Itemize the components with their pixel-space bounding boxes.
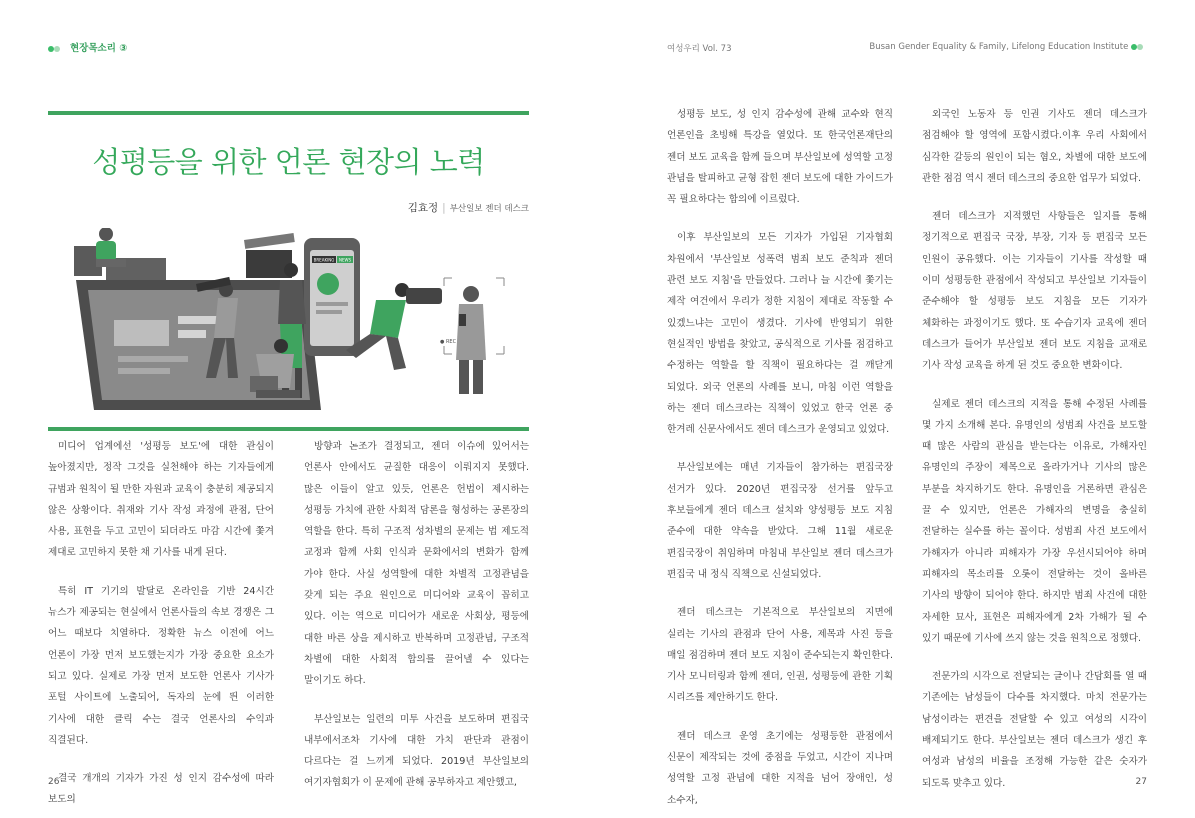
- paragraph: 부산일보에는 매년 기자들이 참가하는 편집국장 선거가 있다. 2020년 편집국장 선거를 앞두고 후보들에게 젠더 데스크 설치와 양성평등 보도 지침 준수에 대한 약속을 받았다. 그해 11월 새로운 편집국장이 취임하며 마침내 부산일보 젠더 데스크가 편집국 내 정식 직책으로 신설되었다.: [667, 462, 893, 580]
- issue-label: 여성우리 Vol. 73: [667, 44, 732, 54]
- column-2: [304, 436, 529, 794]
- column-4: [922, 104, 1147, 794]
- paragraph: 방향과 논조가 결정되고, 젠더 이슈에 있어서는 언론사 안에서도 균질한 대응이 이뤄지지 못했다. 많은 이들이 알고 있듯, 언론은 헌법이 제시하는 성평등 가치에 관한 사회적 담론을 형성하는 공론장의 역할을 한다. 특히 구조적 성차별의 문제는 법 제도적 교정과 함께 사회 인식과 문화에서의 변화가 함께 가야 한다. 사실 성역할에 대한 차별적 고정관념을 갖게 되는 주요 원인으로 미디어와 교육이 꼽히고 있다. 이는 역으로 미디어가 새로운 사회상, 평등에 대한 바른 상을 제시하고 반복하며 고정관념, 구조적 차별에 대한 사회적 합의를 끌어낼 수 있다는 말이기도 하다.: [304, 441, 529, 687]
- breaking-badge: BREAKING: [313, 257, 335, 263]
- section-label: [48, 40, 127, 54]
- newsroom-illustration: [66, 228, 526, 412]
- institute-header: [869, 42, 1147, 52]
- header-dots-icon: [1131, 43, 1147, 51]
- paragraph: 젠더 데스크가 지적했던 사항들은 일지를 통해 정기적으로 편집국 국장, 부장, 기자 등 편집국 모든 인원이 공유했다. 이는 기자들이 기사를 작성할 때 이미 성평등한 관점에서 작성되고 부산일보 기자들이 준수해야 할 성평등 보도 지침을 모든 기자가 체화하는 과정이기도 했다. 또 수습기자 교육에 젠더 데스크가 들어가 부산일보 젠더 보도 지침을 교재로 기사 작성 교육을 하게 된 것도 중요한 변화이다.: [922, 211, 1147, 372]
- page-number-right: 27: [1135, 777, 1147, 787]
- paragraph: 전문가의 시각으로 전달되는 글이나 간담회를 열 때 기존에는 남성들이 다수를 차지했다. 마치 전문가는 남성이라는 편견을 전달할 수 있고 여성의 시각이 배제되기도 한다. 부산일보는 젠더 데스크가 생긴 후 여성과 남성의 비율을 조정해 가능한 같은 숫자가 되도록 맞추고 있다.: [922, 671, 1147, 789]
- title-top-rule: [48, 111, 529, 115]
- author-role: 부산일보 젠더 데스크: [449, 204, 529, 214]
- paragraph: 미디어 업계에선 '성평등 보도'에 대한 관심이 높아졌지만, 정작 그것을 실천해야 하는 기자들에게 규범과 원칙이 될 만한 자원과 교육이 충분히 제공되지 않은 상황이다. 취재와 기사 작성 과정에 관점, 단어 사용, 표현을 두고 고민이 되더라도 마감 시간에 쫓겨 제대로 고민하지 못한 채 기사를 내게 된다.: [48, 441, 274, 559]
- paragraph: 실제로 젠더 데스크의 지적을 통해 수정된 사례를 몇 가지 소개해 본다. 유명인의 성범죄 사건을 보도할 때 많은 사람의 관심을 받는다는 이유로, 가해자인 유명인의 주장이 제목으로 올라가거나 기사의 많은 부분을 차지하기도 한다. 유명인을 거론하면 관심은 끌 수 있지만, 언론은 가해자의 변명을 충실히 전달하는 실수를 하는 꼴이다. 성범죄 사건 보도에서 가해자가 아니라 피해자가 가장 우선시되어야 하며 피해자의 목소리를 오롯이 전달하는 것이 올바른 기사의 방향이 되어야 한다. 하지만 범죄 사건에 대한 자세한 묘사, 표현은 피해자에게 2차 가해가 될 수 있기 때문에 기사에 쓰지 않는 것을 원칙으로 정했다.: [922, 398, 1147, 644]
- page-number-left: 26: [48, 777, 60, 787]
- paragraph: 부산일보는 일련의 미투 사건을 보도하며 편집국 내부에서조차 기사에 대한 가치 판단과 관점이 다르다는 걸 느끼게 되었다. 2019년 부산일보의 여기자협회가 이 문제에 관해 공부하자고 제안했고,: [304, 713, 529, 789]
- byline-separator: |: [442, 202, 446, 214]
- author-name: 김효정: [407, 202, 439, 214]
- right-page: [597, 0, 1195, 818]
- paragraph: 젠더 데스크 운영 초기에는 성평등한 관점에서 신문이 제작되는 것에 중점을 두었고, 시간이 지나며 성역할 고정 관념에 대한 지적을 넘어 장애인, 성 소수자,: [667, 730, 893, 806]
- paragraph: 성평등 보도, 성 인지 감수성에 관해 교수와 현직 언론인을 초빙해 특강을 열었다. 또 한국언론재단의 젠더 보도 교육을 함께 들으며 부산일보에 성역할 고정 관념을 탈피하고 균형 잡힌 젠더 보도에 대한 가이드가 꼭 필요하다는 합의에 이르렀다.: [667, 109, 893, 206]
- section-dots-icon: [48, 45, 64, 53]
- paragraph: 결국 개개의 기자가 가진 성 인지 감수성에 따라 보도의: [48, 773, 274, 806]
- institute-name: Busan Gender Equality & Family, Lifelong Education Institute: [869, 42, 1129, 52]
- section-label-text: 현장목소리 ③: [70, 43, 128, 54]
- byline: [408, 200, 529, 215]
- news-badge: NEWS: [338, 257, 352, 263]
- column-3: [667, 104, 893, 811]
- paragraph: 외국인 노동자 등 인권 기사도 젠더 데스크가 점검해야 할 영역에 포함시켰다.이후 우리 사회에서 심각한 갈등의 원인이 되는 혐오, 차별에 대한 보도에 관한 점검 역시 젠더 데스크의 중요한 업무가 되었다.: [922, 109, 1147, 184]
- paragraph: 특히 IT 기기의 발달로 온라인을 기반 24시간 뉴스가 제공되는 현실에서 언론사들의 속보 경쟁은 그 어느 때보다 치열하다. 정확한 뉴스 이전에 어느 언론이 가장 먼저 보도했는지가 가장 중요한 요소가 되고 있다. 실제로 가장 먼저 보도한 언론사 기사가 포털 사이트에 노출되어, 독자의 눈에 띈 이러한 기사에 대한 클릭 수는 결국 언론사의 수익과 직결된다.: [48, 585, 274, 746]
- left-page: [0, 0, 597, 818]
- rec-label: ● REC: [440, 339, 457, 345]
- column-1: [48, 436, 274, 811]
- paragraph: 이후 부산일보의 모든 기자가 가입된 기자협회 차원에서 '부산일보 성폭력 범죄 보도 준칙과 젠더 관련 보도 지침'을 만들었다. 그러나 늘 시간에 쫓기는 제작 여건에서 우리가 정한 지침이 제대로 작동할 수 있겠느냐는 고민이 생겼다. 기사에 반영되기 위한 현실적인 방법을 찾았고, 공식적으로 기사를 점검하고 수정하는 역할을 할 직책이 필요하다는 걸 깨닫게 되었다. 외국 언론의 사례를 보니, 마침 이런 역할을 하는 젠더 데스크라는 직책이 있었고 한국 언론 중 한겨레 신문사에서도 젠더 데스크가 운영되고 있었다.: [667, 232, 893, 436]
- paragraph: 젠더 데스크는 기본적으로 부산일보의 지면에 실리는 기사의 관점과 단어 사용, 제목과 사진 등을 매일 점검하며 젠더 보도 지침이 준수되는지 확인한다. 기사 모니터링과 함께 젠더, 인권, 성평등에 관한 기획 시리즈를 제안하기도 한다.: [667, 607, 893, 704]
- article-title: 성평등을 위한 언론 현장의 노력: [92, 145, 485, 179]
- illustration-bottom-rule: [48, 427, 529, 431]
